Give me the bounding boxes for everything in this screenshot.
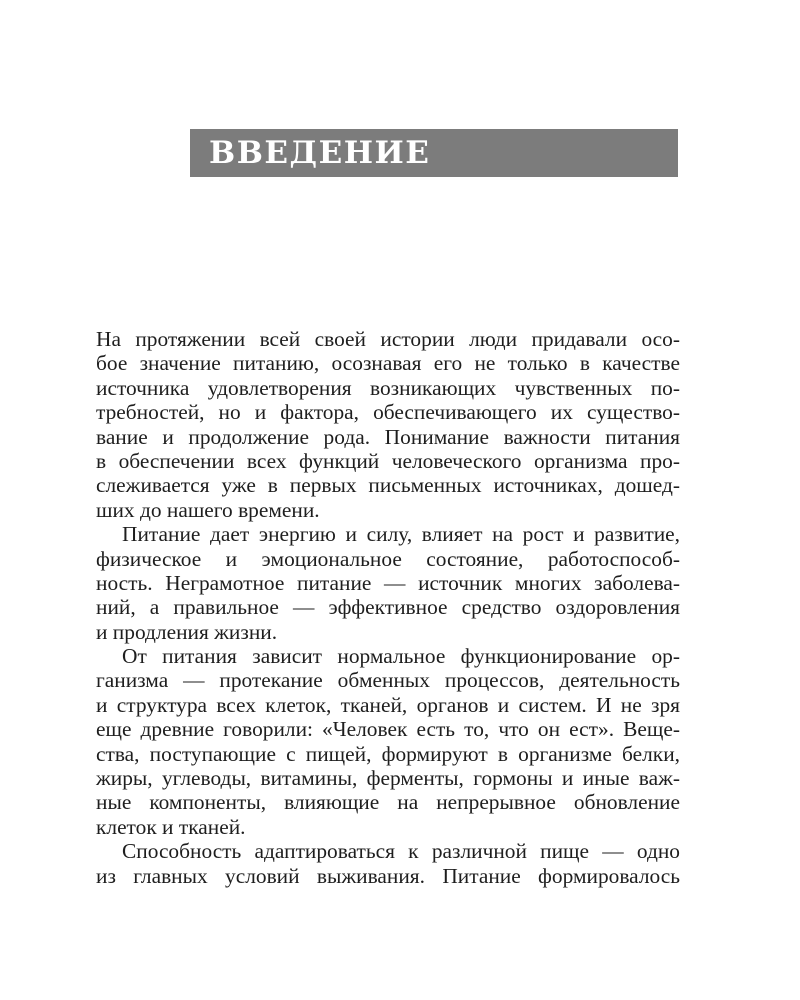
paragraph-3 [96, 644, 680, 839]
text-line: еще древние говорили: «Человек есть то, что он ест». Веще- [96, 717, 680, 742]
paragraph-4 [96, 839, 680, 888]
text-line: клеток и тканей. [96, 814, 246, 839]
text-line: из главных условий выживания. Питание формировалось [96, 863, 680, 888]
text-line: ний, а правильное — эффективное средство оздоровления [96, 595, 680, 620]
text-line: От питания зависит нормальное функционирование ор- [122, 644, 680, 669]
text-line: вание и продолжение рода. Понимание важности питания [96, 424, 680, 449]
text-line: слеживается уже в первых письменных источниках, дошед- [96, 473, 680, 498]
chapter-heading-bar [190, 129, 678, 177]
text-line: источника удовлетворения возникающих чувственных по- [96, 375, 680, 400]
text-line: Способность адаптироваться к различной пище — одно [122, 839, 680, 864]
text-line: На протяжении всей своей истории люди придавали осо- [96, 327, 680, 351]
paragraph-2 [96, 522, 680, 644]
text-line: ства, поступающие с пищей, формируют в организме белки, [96, 741, 680, 766]
text-line: требностей, но и фактора, обеспечивающего их существо- [96, 400, 680, 425]
text-line: бое значение питанию, осознавая его не только в качестве [96, 351, 680, 376]
text-line: ганизма — протекание обменных процессов, деятельность [96, 668, 680, 693]
text-line: физическое и эмоциональное состояние, работоспособ- [96, 546, 680, 571]
chapter-title: ВВЕДЕНИЕ [209, 135, 431, 171]
text-line: в обеспечении всех функций человеческого организма про- [96, 448, 680, 473]
text-line: и структура всех клеток, тканей, органов и систем. И не зря [96, 692, 680, 717]
text-line: ших до нашего времени. [96, 497, 320, 522]
paragraph-1 [96, 327, 680, 522]
text-line: ные компоненты, влияющие на непрерывное обновление [96, 790, 680, 815]
body-text [96, 327, 680, 888]
text-line: Питание дает энергию и силу, влияет на рост и развитие, [122, 522, 680, 547]
text-line: жиры, углеводы, витамины, ферменты, гормоны и иные важ- [96, 766, 680, 791]
text-line: и продления жизни. [96, 619, 278, 644]
text-line: ность. Неграмотное питание — источник многих заболева- [96, 570, 680, 595]
